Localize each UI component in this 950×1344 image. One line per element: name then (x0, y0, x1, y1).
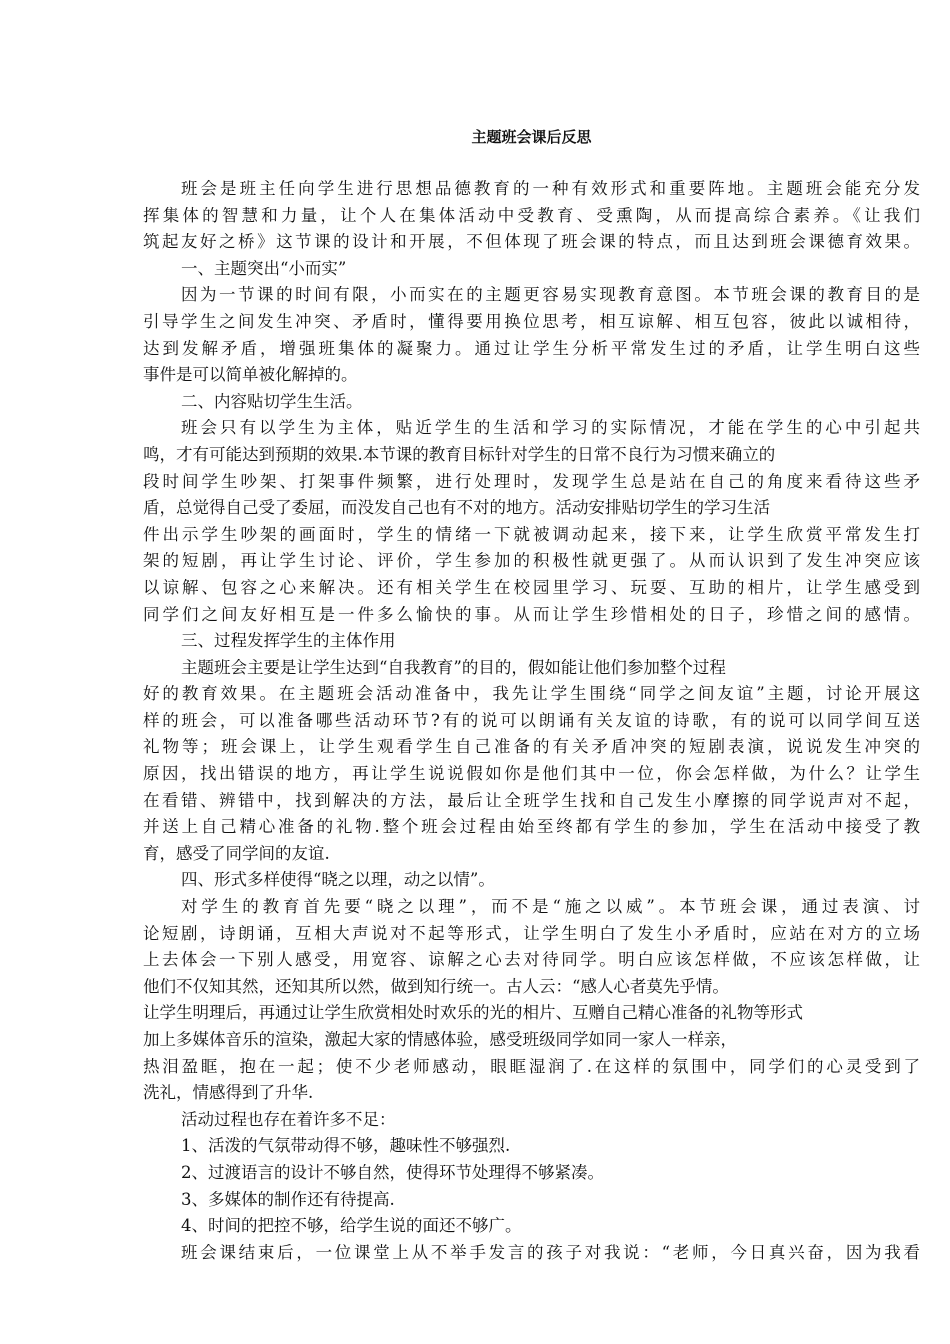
text-line: 礼物等；班会课上，让学生观看学生自己准备的有关矛盾冲突的短剧表演，说说发生冲突的 (143, 737, 920, 757)
text-line: 对学生的教育首先要“晓之以理”，而不是“施之以威”。本节班会课，通过表演、讨 (181, 897, 920, 917)
document-body (143, 176, 920, 1266)
text-line: 他们不仅知其然，还知其所以然，做到知行统一。古人云：“感人心者莫先乎情。 (143, 976, 729, 996)
text-line: 鸣，才有可能达到预期的效果.本节课的教育目标针对学生的日常不良行为习惯来确立的 (143, 444, 776, 464)
text-line: 达到发解矛盾，增强班集体的凝聚力。通过让学生分析平常发生过的矛盾，让学生明白这些 (143, 338, 920, 358)
document-title: 主题班会课后反思 (471, 128, 592, 146)
text-line: 班会是班主任向学生进行思想品德教育的一种有效形式和重要阵地。主题班会能充分发 (181, 179, 920, 198)
text-line: 论短剧，诗朗诵，互相大声说对不起等形式，让学生明白了发生小矛盾时，应站在对方的立场 (143, 923, 920, 943)
text-line: 3、多媒体的制作还有待提高. (181, 1189, 395, 1209)
text-line: 盾，总觉得自己受了委屈，而没发自己也有不对的地方。活动安排贴切学生的学习生活 (143, 498, 770, 518)
text-line: 一、主题突出“小而实” (181, 258, 347, 278)
text-line: 三、过程发挥学生的主体作用 (181, 631, 396, 651)
text-line: 件出示学生吵架的画面时，学生的情绪一下就被调动起来，接下来，让学生欣赏平常发生打 (143, 524, 920, 544)
text-line: 班会只有以学生为主体，贴近学生的生活和学习的实际情况，才能在学生的心中引起共 (181, 418, 920, 438)
text-line: 好的教育效果。在主题班会活动准备中，我先让学生围绕“同学之间友谊”主题，讨论开展这 (143, 684, 920, 704)
text-line: 架的短剧，再让学生讨论、评价，学生参加的积极性就更强了。从而认识到了发生冲突应该 (143, 551, 920, 571)
text-line: 上去体会一下别人感受，用宽容、谅解之心去对待同学。明白应该怎样做，不应该怎样做，让 (143, 950, 920, 970)
text-line: 引导学生之间发生冲突、矛盾时，懂得要用换位思考，相互谅解、相互包容，彼此以诚相待， (143, 311, 920, 331)
text-line: 四、形式多样使得“晓之以理，动之以情”。 (181, 870, 495, 890)
text-line: 1、活泼的气氛带动得不够，趣味性不够强烈. (181, 1136, 511, 1156)
text-line: 2、过渡语言的设计不够自然，使得环节处理得不够紧凑。 (181, 1162, 604, 1182)
text-line: 样的班会，可以准备哪些活动环节?有的说可以朗诵有关友谊的诗歌，有的说可以同学间互送 (143, 710, 920, 730)
text-line: 事件是可以简单被化解掉的。 (143, 365, 358, 385)
text-line: 因为一节课的时间有限，小而实在的主题更容易实现教育意图。本节班会课的教育目的是 (181, 285, 920, 305)
text-line: 二、内容贴切学生生活。 (181, 391, 363, 411)
text-line: 段时间学生吵架、打架事件频繁，进行处理时，发现学生总是站在自己的角度来看待这些矛 (143, 471, 920, 491)
text-line: 加上多媒体音乐的渲染，激起大家的情感体验，感受班级同学如同一家人一样亲， (143, 1030, 737, 1049)
text-line: 挥集体的智慧和力量，让个人在集体活动中受教育、受熏陶，从而提高综合素养。《让我们 (143, 205, 920, 225)
text-line: 洗礼，情感得到了升华. (143, 1083, 314, 1103)
text-line: 班会课结束后，一位课堂上从不举手发言的孩子对我说：“老师，今日真兴奋，因为我看 (181, 1242, 920, 1262)
text-line: 筑起友好之桥》这节课的设计和开展，不但体现了班会课的特点，而且达到班会课德育效果。 (143, 232, 920, 252)
document-page (143, 122, 920, 1266)
text-line: 主题班会主要是让学生达到“自我教育”的目的，假如能让他们参加整个过程 (181, 657, 726, 677)
text-line: 在看错、辨错中，找到解决的方法，最后让全班学生找和自己发生小摩擦的同学说声对不起， (143, 790, 920, 810)
text-line: 4、时间的把控不够，给学生说的面还不够广。 (181, 1216, 522, 1236)
text-line: 原因，找出错误的地方，再让学生说说假如你是他们其中一位，你会怎样做，为什么？让学生 (143, 764, 920, 784)
text-line: 让学生明理后，再通过让学生欣赏相处时欢乐的光的相片、互赠自己精心准备的礼物等形式 (143, 1003, 803, 1023)
text-line: 并送上自己精心准备的礼物.整个班会过程由始至终都有学生的参加，学生在活动中接受了教 (143, 817, 920, 837)
text-line: 活动过程也存在着许多不足： (181, 1109, 396, 1129)
text-line: 热泪盈眶，抱在一起；使不少老师感动，眼眶湿润了.在这样的氛围中，同学们的心灵受到了 (143, 1056, 920, 1076)
text-line: 以谅解、包容之心来解决。还有相关学生在校园里学习、玩耍、互助的相片，让学生感受到 (143, 577, 920, 597)
text-line: 育，感受了同学间的友谊. (143, 843, 330, 863)
text-line: 同学们之间友好相互是一件多么愉快的事。从而让学生珍惜相处的日子，珍惜之间的感情。 (143, 604, 920, 624)
